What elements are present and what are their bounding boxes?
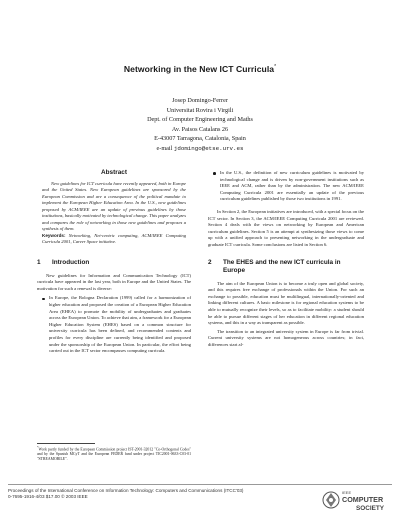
- section-1-bullet-europe: In Europe, the Bologna Declaration (1999) called for a harmonization of higher education and proposed the creation of a European Higher Education Area (EHEA) to promote the mobility of undergraduates and graduates across the European Union. To achieve that aim, a framework for a European Higher Education System (EHES) based on a common structure for university curricula has been defined, and recommended contents and profiles for every discipline are currently being identified and proposed under the sponsorship of the European Union. In particular, the effort being carried out in the ICT sector encompasses computing curricula.: [49, 295, 191, 354]
- author-block: [0, 96, 400, 154]
- keywords-text: Networking, Net-centric computing, ACM/IEEE Computing Curricula 2001, Career Space initiative.: [42, 232, 186, 245]
- footnote-mark: *: [37, 445, 39, 449]
- paper-title-text: Networking in the New ICT Curricula: [123, 64, 275, 74]
- ieee-logo-emblem-icon: [323, 492, 339, 508]
- section-2-paragraph-1: The aim of the European Union is to become a truly open and global society, and this requires free exchange of professionals within the Union. For such an exchange to possible, education must be multilingual, internationally-oriented and linking different cultures. A basic milestone is for regional education systems to be able to mutually recognize their levels, so as to facilitate mobility: a student should be able to pursue different stages of her education in different regional education systems, and this in a way as transparent as possible.: [208, 280, 364, 326]
- section-2-paragraph-2: The transition to an integrated university system in Europe is far from trivial. Current university systems are not homogeneous across countries; in fact, differences start al-: [208, 328, 364, 347]
- section-2-title: The EHES and the new ICT curricula in Europe: [223, 258, 341, 274]
- page-footer: [8, 488, 308, 500]
- section-1-bullet-us: In the U.S., the definition of new curriculum guidelines is motivated by technological change and is driven by non-government institutions such as IEEE and ACM, rather than by the administration. The new ACM/IEEE Computing Curricula 2001 are essentially an update of the previous curriculum guidelines published by those two institutions in 1991.: [220, 170, 364, 202]
- footer-proceedings: Proceedings of the International Conference on Information Technology: Computers and Communications (ITCC'03): [8, 488, 244, 493]
- ieee-computer-society-logo: [322, 486, 392, 514]
- footnote: [37, 445, 191, 462]
- logo-line-society: SOCIETY: [356, 505, 385, 512]
- footer-isbn: 0-7695-1916-4/03 $17.00 © 2003 IEEE: [8, 494, 88, 499]
- footnote-text: Work partly funded by the European Commission project IST-2001-32012 "Co-Orthogonal Codes" and by the Spanish MCyT and the European FEDER fund under project TIC2001-0633-C03-01 "STREAMOBILE".: [37, 447, 191, 462]
- section-1-number: 1: [37, 258, 41, 266]
- section-2-heading: [208, 259, 364, 275]
- author-name: Josep Domingo-Ferrer: [172, 97, 228, 104]
- author-affiliation-university: Universitat Rovira i Virgili: [166, 106, 234, 114]
- author-email: jdomingo@etse.urv.es: [173, 144, 244, 152]
- left-column: [37, 170, 191, 358]
- author-email-line: [0, 144, 400, 154]
- section-1-heading: [37, 259, 191, 267]
- section-1-paragraph-1: New guidelines for Information and Communication Technology (ICT) curricula have appeared in the last year, both in Europe and the United States. The motivation for such a renewal is diverse:: [37, 272, 191, 291]
- section-1-paragraph-2: In Section 2, the European initiatives are introduced, with a special focus on the ICT sector. In Section 3, the ACM/IEEE Computing Curricula 2001 are reviewed. Section 4 deals with the views on networking by European and American curriculum guidelines. Section 5 is an attempt at synthesizing those views to come up with a unified approach to presenting networking in the undergraduate and graduate ICT curricula. Some conclusions are listed in Section 6.: [208, 208, 364, 247]
- logo-line-computer: COMPUTER: [342, 495, 384, 504]
- author-address-city: E-43007 Tarragona, Catalonia, Spain: [154, 135, 246, 143]
- logo-ieee-text: IEEE: [342, 490, 352, 495]
- paper-title: [0, 64, 400, 74]
- author-address-street: Av. Paisos Catalans 26: [171, 125, 229, 133]
- abstract-heading: Abstract: [101, 169, 127, 176]
- section-1-bullet-list: [37, 295, 191, 354]
- footer-rule: [8, 484, 392, 485]
- abstract-text: New guidelines for ICT curricula have recently appeared, both in Europe and the United States. New European guidelines are sponsored by the European Commission and are a consequence of the political mandate to implement the European Higher Education Area. In the U.S., new guidelines proposed by ACM/IEEE are an update of previous guidelines by those institutions, basically motivated by technological change. This paper analyzes and compares the role of networking in those new guidelines and proposes a synthesis of them.: [42, 180, 186, 232]
- section-1-title: Introduction: [52, 258, 90, 266]
- keywords-line: [37, 233, 191, 246]
- author-email-label: e-mail: [156, 144, 173, 152]
- title-footnote-mark: *: [274, 64, 277, 71]
- keywords-label: Keywords:: [42, 232, 66, 238]
- right-column: [208, 170, 364, 348]
- footnote-rule: [37, 443, 95, 444]
- author-affiliation-department: Dept. of Computer Engineering and Maths: [147, 116, 253, 124]
- section-2-number: 2: [208, 258, 212, 266]
- section-1-bullet-list-continued: [208, 170, 364, 203]
